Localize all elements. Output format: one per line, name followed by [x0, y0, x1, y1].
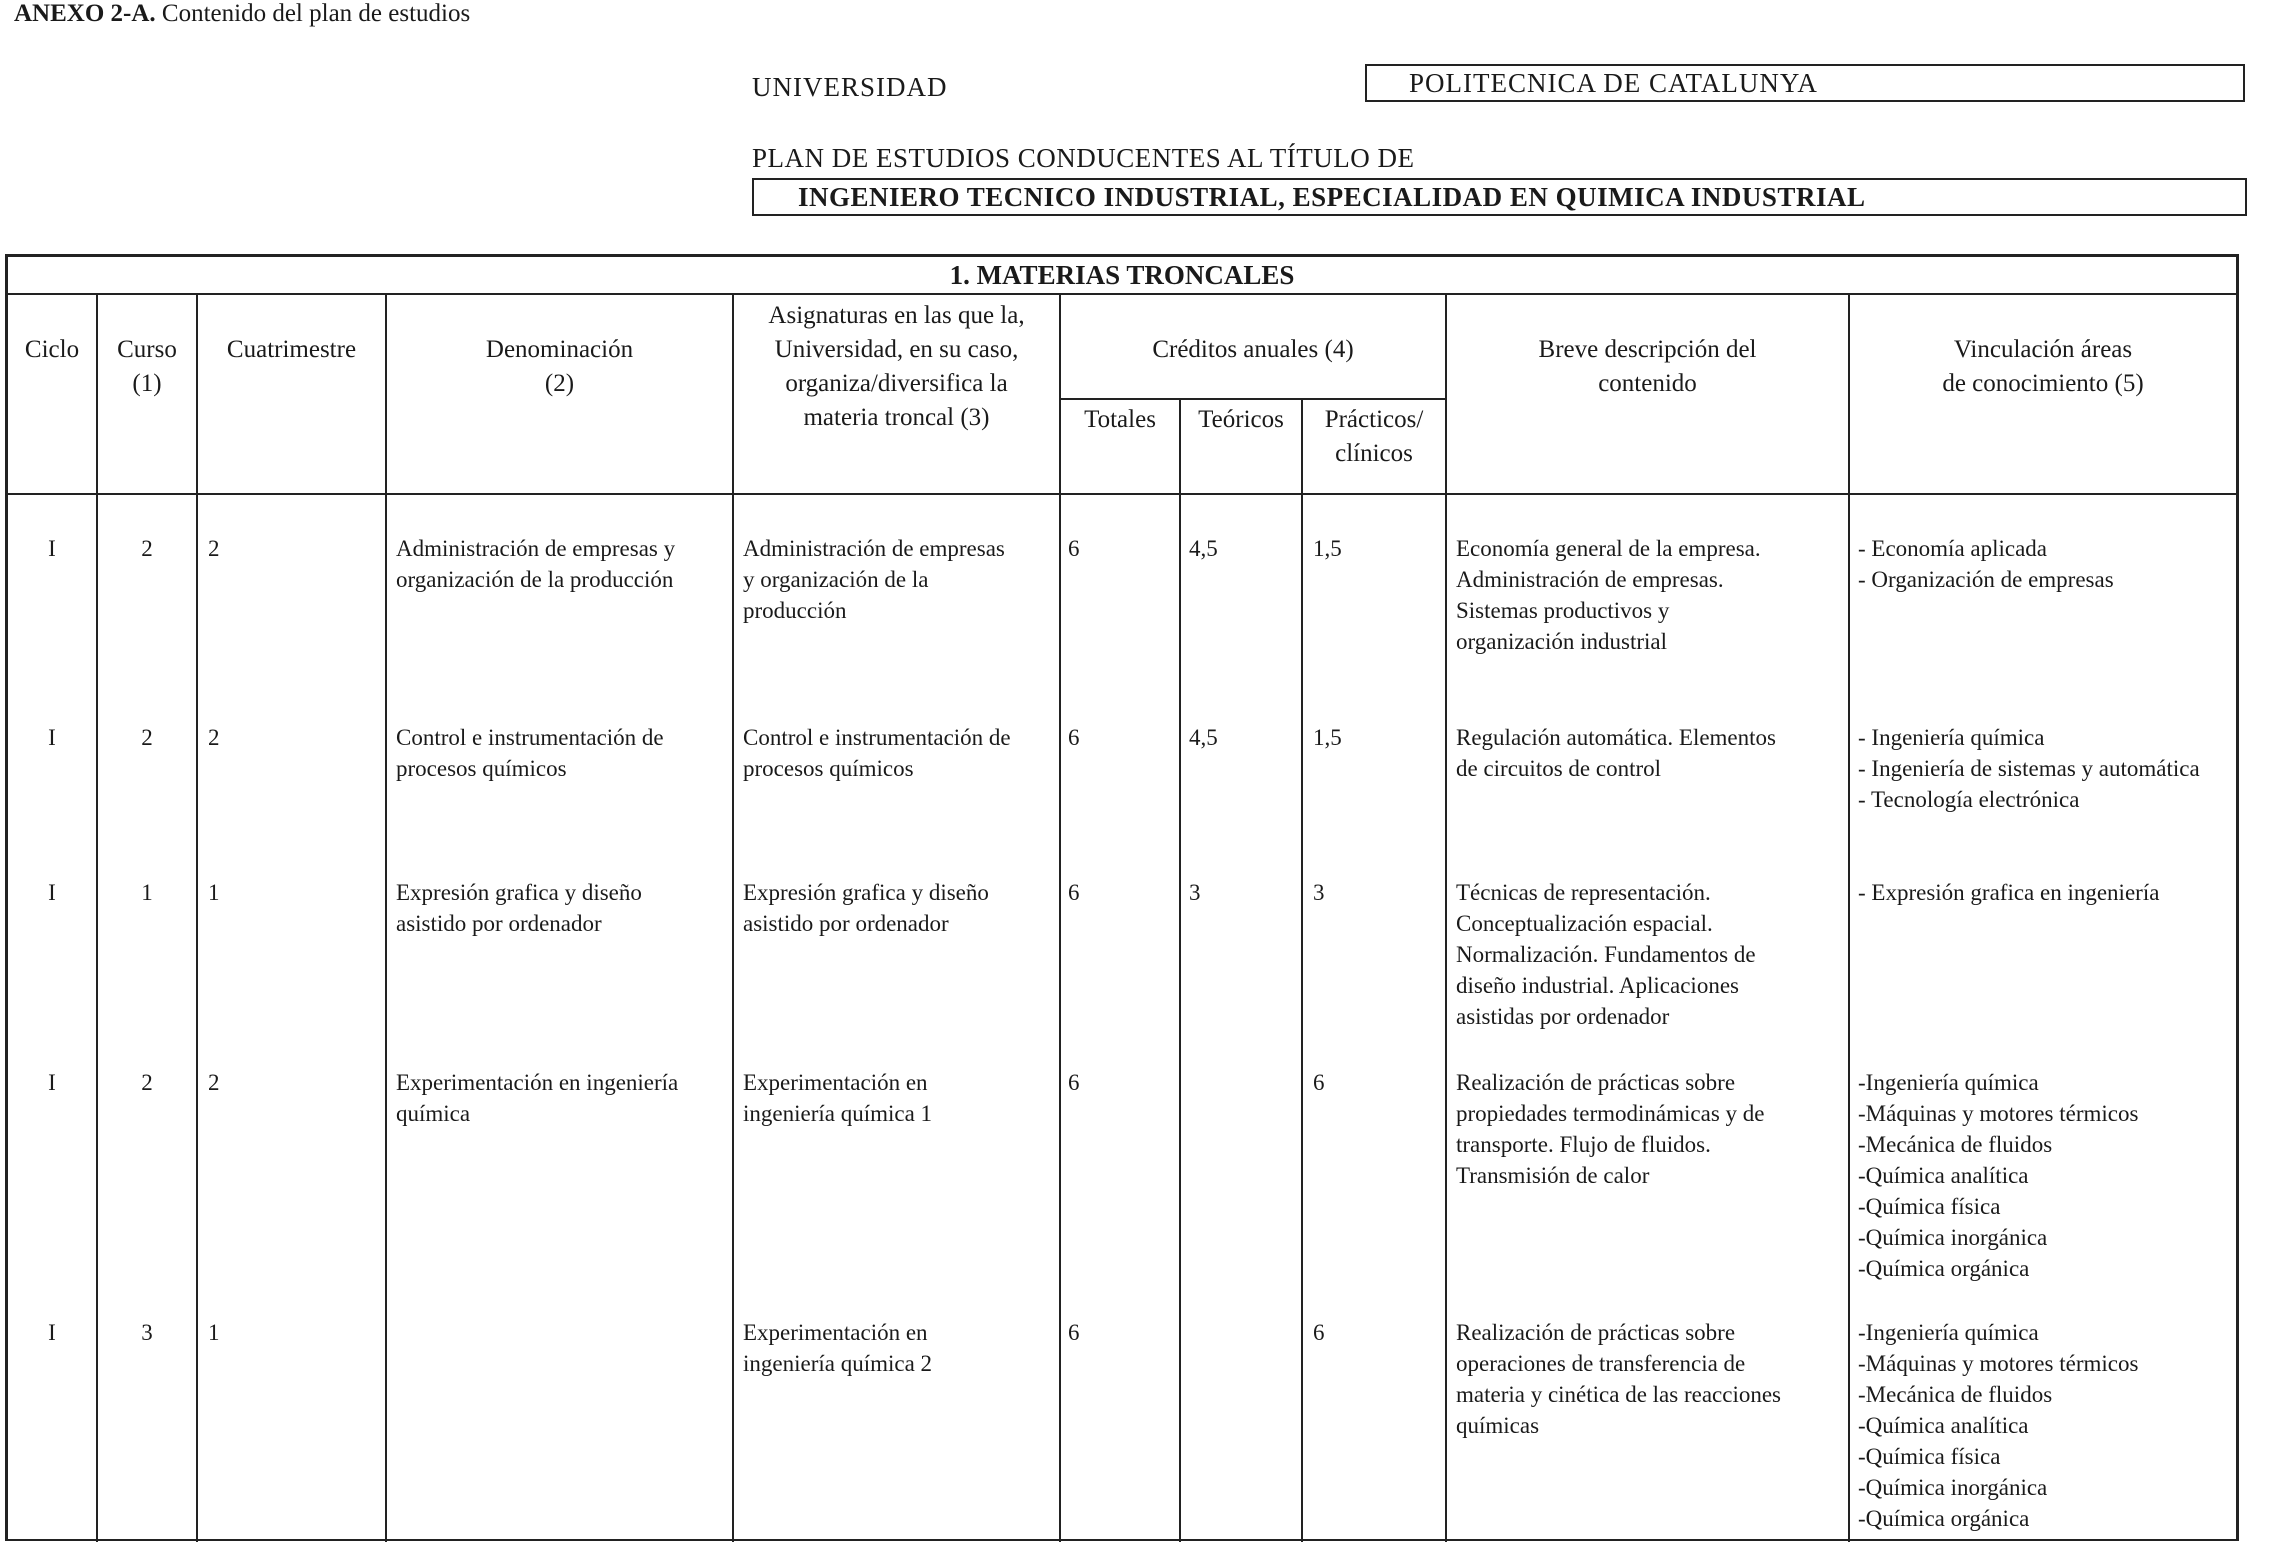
cell-line: materia y cinética de las reacciones — [1456, 1382, 1782, 1407]
col-header-ciclo: Ciclo — [24, 336, 80, 363]
row-1-denominacion — [396, 533, 732, 595]
cell-line: 3 — [1189, 880, 1201, 905]
cell-line: - Economía aplicada — [1858, 536, 2048, 561]
col-header-descripcion — [1447, 333, 1848, 401]
cell-line: Realización de prácticas sobre — [1456, 1320, 1736, 1345]
cell-line: 6 — [1068, 1070, 1080, 1095]
col-line — [1179, 399, 1181, 1542]
row-4-vinculacion — [1858, 1067, 2236, 1284]
cell-line: 3 — [1313, 880, 1325, 905]
col-header-practicos — [1303, 403, 1445, 471]
col-line — [96, 295, 98, 1542]
cell-line: procesos químicos — [743, 756, 914, 781]
row-3-ciclo — [8, 877, 96, 908]
col-header-asignaturas-line: Universidad, en su caso, — [774, 336, 1019, 363]
cell-line: - Ingeniería química — [1858, 725, 2045, 750]
col-header-practicos-line: Prácticos/ — [1324, 406, 1424, 433]
cell-line: 1,5 — [1313, 725, 1342, 750]
university-label: UNIVERSIDAD — [752, 72, 948, 102]
cell-line: química — [396, 1101, 471, 1126]
row-4-ciclo — [8, 1067, 96, 1098]
row-3-asignaturas — [743, 877, 1059, 939]
row-4-cuatrimestre — [208, 1067, 378, 1098]
cell-line: I — [48, 1070, 56, 1095]
cell-line: químicas — [1456, 1413, 1540, 1438]
cell-line: -Mecánica de fluidos — [1858, 1132, 2053, 1157]
university-name-box: POLITECNICA DE CATALUNYA — [1365, 64, 2245, 102]
col-line — [732, 295, 734, 1542]
col-header-teoricos: Teóricos — [1198, 406, 1284, 433]
cell-line: Expresión grafica y diseño — [396, 880, 642, 905]
degree-title-box: INGENIERO TECNICO INDUSTRIAL, ESPECIALIDAD EN QUIMICA INDUSTRIAL — [752, 178, 2247, 216]
row-3-descripcion — [1456, 877, 1846, 1032]
plan-label: PLAN DE ESTUDIOS CONDUCENTES AL TÍTULO DE — [752, 143, 1415, 173]
cell-line: organización de la producción — [396, 567, 674, 592]
col-header-totales: Totales — [1084, 406, 1156, 433]
cell-line: Experimentación en — [743, 1070, 928, 1095]
cell-line: -Química física — [1858, 1444, 2001, 1469]
cell-line: -Máquinas y motores térmicos — [1858, 1101, 2139, 1126]
cell-line: 2 — [208, 1070, 220, 1095]
cell-line: procesos químicos — [396, 756, 567, 781]
cell-line: Economía general de la empresa. — [1456, 536, 1761, 561]
row-2-practicos — [1313, 722, 1441, 753]
col-line — [1445, 295, 1447, 1542]
row-3-denominacion — [396, 877, 732, 939]
row-1-practicos — [1313, 533, 1441, 564]
col-header-descripcion-line: Breve descripción del — [1538, 336, 1757, 363]
row-2-descripcion — [1456, 722, 1846, 784]
cell-line: 2 — [208, 725, 220, 750]
cell-line: - Organización de empresas — [1858, 567, 2114, 592]
cell-line: y organización de la — [743, 567, 929, 592]
cell-line: - Tecnología electrónica — [1858, 787, 2080, 812]
col-header-curso — [98, 333, 196, 401]
row-2-asignaturas — [743, 722, 1059, 784]
col-header-practicos-line: clínicos — [1335, 440, 1413, 467]
cell-line: -Ingeniería química — [1858, 1070, 2039, 1095]
row-3-totales — [1068, 877, 1176, 908]
row-5-curso — [98, 1317, 196, 1348]
annex-label: ANEXO 2-A. — [14, 0, 156, 27]
cell-line: Administración de empresas — [743, 536, 1005, 561]
col-header-asignaturas-line: Asignaturas en las que la, — [768, 302, 1025, 329]
cell-line: -Química física — [1858, 1194, 2001, 1219]
row-1-totales — [1068, 533, 1176, 564]
cell-line: 6 — [1068, 725, 1080, 750]
row-1-teoricos — [1189, 533, 1297, 564]
cell-line: Transmisión de calor — [1456, 1163, 1650, 1188]
section-title: 1. MATERIAS TRONCALES — [949, 260, 1295, 290]
cell-line: Experimentación en ingeniería — [396, 1070, 679, 1095]
cell-line: I — [48, 536, 56, 561]
row-1-cuatrimestre — [208, 533, 378, 564]
cell-line: 6 — [1313, 1070, 1325, 1095]
col-header-denominacion-line: Denominación — [485, 336, 634, 363]
cell-line: producción — [743, 598, 847, 623]
row-2-teoricos — [1189, 722, 1297, 753]
cell-line: I — [48, 1320, 56, 1345]
cell-line: asistido por ordenador — [743, 911, 949, 936]
row-1-vinculacion — [1858, 533, 2236, 595]
row-2-cuatrimestre — [208, 722, 378, 753]
cell-line: Realización de prácticas sobre — [1456, 1070, 1736, 1095]
cell-line: 1 — [141, 880, 153, 905]
annex-text: Contenido del plan de estudios — [161, 0, 471, 27]
cell-line: -Química inorgánica — [1858, 1475, 2048, 1500]
row-2-vinculacion — [1858, 722, 2236, 815]
cell-line: Sistemas productivos y — [1456, 598, 1670, 623]
cell-line: -Química analítica — [1858, 1413, 2029, 1438]
cell-line: Administración de empresas y — [396, 536, 676, 561]
row-5-ciclo — [8, 1317, 96, 1348]
col-header-curso-line: Curso — [117, 336, 177, 363]
cell-line: Control e instrumentación de — [743, 725, 1011, 750]
cell-line: 2 — [208, 536, 220, 561]
cell-line: -Química analítica — [1858, 1163, 2029, 1188]
row-2-totales — [1068, 722, 1176, 753]
cell-line: 2 — [141, 725, 153, 750]
cell-line: diseño industrial. Aplicaciones — [1456, 973, 1739, 998]
row-2-curso — [98, 722, 196, 753]
row-4-denominacion — [396, 1067, 732, 1129]
row-5-vinculacion — [1858, 1317, 2236, 1534]
cell-line: I — [48, 725, 56, 750]
credits-subheader-divider — [1059, 398, 1445, 400]
row-1-curso — [98, 533, 196, 564]
row-4-descripcion — [1456, 1067, 1846, 1191]
row-5-asignaturas — [743, 1317, 1059, 1379]
row-2-ciclo — [8, 722, 96, 753]
col-header-denominacion-line: (2) — [544, 370, 575, 397]
cell-line: propiedades termodinámicas y de — [1456, 1101, 1765, 1126]
cell-line: -Química inorgánica — [1858, 1225, 2048, 1250]
cell-line: 6 — [1313, 1320, 1325, 1345]
col-header-vinculacion-line: Vinculación áreas — [1953, 336, 2133, 363]
cell-line: -Ingeniería química — [1858, 1320, 2039, 1345]
col-header-creditos: Créditos anuales (4) — [1152, 336, 1354, 363]
cell-line: 1 — [208, 880, 220, 905]
cell-line: Expresión grafica y diseño — [743, 880, 989, 905]
cell-line: 2 — [141, 536, 153, 561]
cell-line: ingeniería química 1 — [743, 1101, 933, 1126]
header-divider — [8, 493, 2236, 495]
cell-line: Control e instrumentación de — [396, 725, 664, 750]
col-header-curso-line: (1) — [132, 370, 162, 397]
section-divider — [8, 293, 2236, 295]
row-1-ciclo — [8, 533, 96, 564]
row-3-vinculacion — [1858, 877, 2236, 908]
col-header-vinculacion — [1850, 333, 2236, 401]
annex-heading — [14, 0, 470, 28]
cell-line: ingeniería química 2 — [743, 1351, 933, 1376]
cell-line: - Expresión grafica en ingeniería — [1858, 880, 2160, 905]
cell-line: 4,5 — [1189, 536, 1218, 561]
cell-line: asistido por ordenador — [396, 911, 602, 936]
col-header-cuatrimestre: Cuatrimestre — [226, 336, 357, 363]
cell-line: I — [48, 880, 56, 905]
row-5-practicos — [1313, 1317, 1441, 1348]
row-4-curso — [98, 1067, 196, 1098]
cell-line: Conceptualización espacial. — [1456, 911, 1713, 936]
cell-line: 6 — [1068, 1320, 1080, 1345]
cell-line: 1 — [208, 1320, 220, 1345]
row-2-denominacion — [396, 722, 732, 784]
col-line — [1301, 399, 1303, 1542]
cell-line: -Mecánica de fluidos — [1858, 1382, 2053, 1407]
row-3-teoricos — [1189, 877, 1297, 908]
col-header-asignaturas — [734, 299, 1059, 435]
cell-line: 4,5 — [1189, 725, 1218, 750]
col-header-descripcion-line: contenido — [1598, 370, 1697, 397]
cell-line: de circuitos de control — [1456, 756, 1662, 781]
row-3-practicos — [1313, 877, 1441, 908]
cell-line: 3 — [141, 1320, 153, 1345]
subjects-table — [5, 254, 2239, 1541]
col-header-asignaturas-line: materia troncal (3) — [803, 404, 990, 431]
cell-line: 1,5 — [1313, 536, 1342, 561]
cell-line: Experimentación en — [743, 1320, 928, 1345]
row-3-cuatrimestre — [208, 877, 378, 908]
col-line — [1059, 295, 1061, 1542]
cell-line: asistidas por ordenador — [1456, 1004, 1670, 1029]
cell-line: 6 — [1068, 880, 1080, 905]
row-1-asignaturas — [743, 533, 1059, 626]
cell-line: organización industrial — [1456, 629, 1667, 654]
cell-line: 2 — [141, 1070, 153, 1095]
cell-line: -Máquinas y motores térmicos — [1858, 1351, 2139, 1376]
row-4-practicos — [1313, 1067, 1441, 1098]
col-header-asignaturas-line: organiza/diversifica la — [785, 370, 1008, 397]
cell-line: 6 — [1068, 536, 1080, 561]
col-line — [196, 295, 198, 1542]
row-1-descripcion — [1456, 533, 1846, 657]
row-4-totales — [1068, 1067, 1176, 1098]
cell-line: operaciones de transferencia de — [1456, 1351, 1746, 1376]
cell-line: -Química orgánica — [1858, 1256, 2030, 1281]
cell-line: Regulación automática. Elementos — [1456, 725, 1776, 750]
col-header-denominacion — [387, 333, 732, 401]
cell-line: - Ingeniería de sistemas y automática — [1858, 756, 2200, 781]
row-3-curso — [98, 877, 196, 908]
cell-line: Administración de empresas. — [1456, 567, 1724, 592]
col-header-vinculacion-line: de conocimiento (5) — [1942, 370, 2144, 397]
row-5-totales — [1068, 1317, 1176, 1348]
cell-line: -Química orgánica — [1858, 1506, 2030, 1531]
cell-line: Técnicas de representación. — [1456, 880, 1711, 905]
cell-line: transporte. Flujo de fluidos. — [1456, 1132, 1711, 1157]
row-4-asignaturas — [743, 1067, 1059, 1129]
cell-line: Normalización. Fundamentos de — [1456, 942, 1756, 967]
col-line — [385, 295, 387, 1542]
row-5-cuatrimestre — [208, 1317, 378, 1348]
row-5-descripcion — [1456, 1317, 1846, 1441]
col-line — [1848, 295, 1850, 1542]
